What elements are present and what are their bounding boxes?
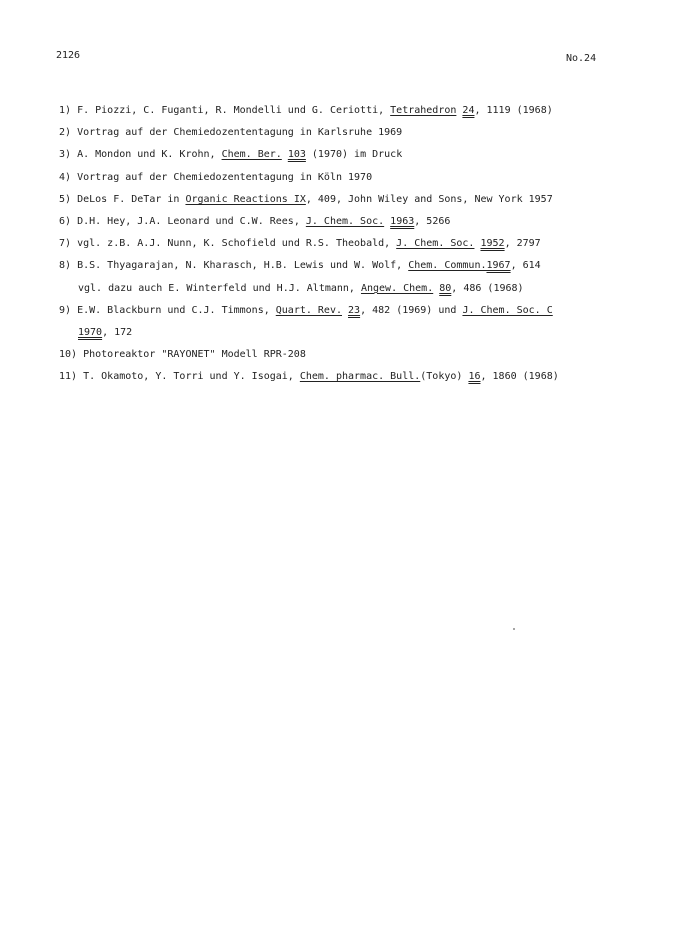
reference-11: 11) T. Okamoto, Y. Torri und Y. Isogai, Chem. pharmac. Bull.(Tokyo) 16, 1860 (1968) xyxy=(59,371,559,383)
reference-2: 2) Vortrag auf der Chemiedozententagung in Karlsruhe 1969 xyxy=(59,127,403,139)
reference-8: 8) B.S. Thyagarajan, N. Kharasch, H.B. Lewis und W. Wolf, Chem. Commun.1967, 614 xyxy=(59,260,541,272)
reference-9: 9) E.W. Blackburn und C.J. Timmons, Quart. Rev. 23, 482 (1969) und J. Chem. Soc. C xyxy=(59,304,553,316)
reference-list xyxy=(59,100,640,389)
reference-1: 1) F. Piozzi, C. Fuganti, R. Mondelli und G. Ceriotti, Tetrahedron 24, 1119 (1968) xyxy=(59,105,553,116)
reference-8-continuation: vgl. dazu auch E. Winterfeld und H.J. Altmann, Angew. Chem. 80, 486 (1968) xyxy=(78,282,524,294)
reference-4: 4) Vortrag auf der Chemiedozententagung in Köln 1970 xyxy=(59,171,373,183)
scan-speck xyxy=(513,628,515,630)
page-number: 2126 xyxy=(56,50,81,61)
reference-6: 6) D.H. Hey, J.A. Leonard und C.W. Rees, J. Chem. Soc. 1963, 5266 xyxy=(59,216,451,228)
reference-9-continuation: 1970, 172 xyxy=(78,327,133,339)
issue-number: No.24 xyxy=(566,53,597,64)
reference-5: 5) DeLos F. DeTar in Organic Reactions IX, 409, John Wiley and Sons, New York 1957 xyxy=(59,193,553,205)
reference-7: 7) vgl. z.B. A.J. Nunn, K. Schofield und R.S. Theobald, J. Chem. Soc. 1952, 2797 xyxy=(59,238,541,250)
reference-10: 10) Photoreaktor "RAYONET" Modell RPR-208 xyxy=(59,349,306,361)
reference-3: 3) A. Mondon und K. Krohn, Chem. Ber. 103 (1970) im Druck xyxy=(59,149,403,161)
